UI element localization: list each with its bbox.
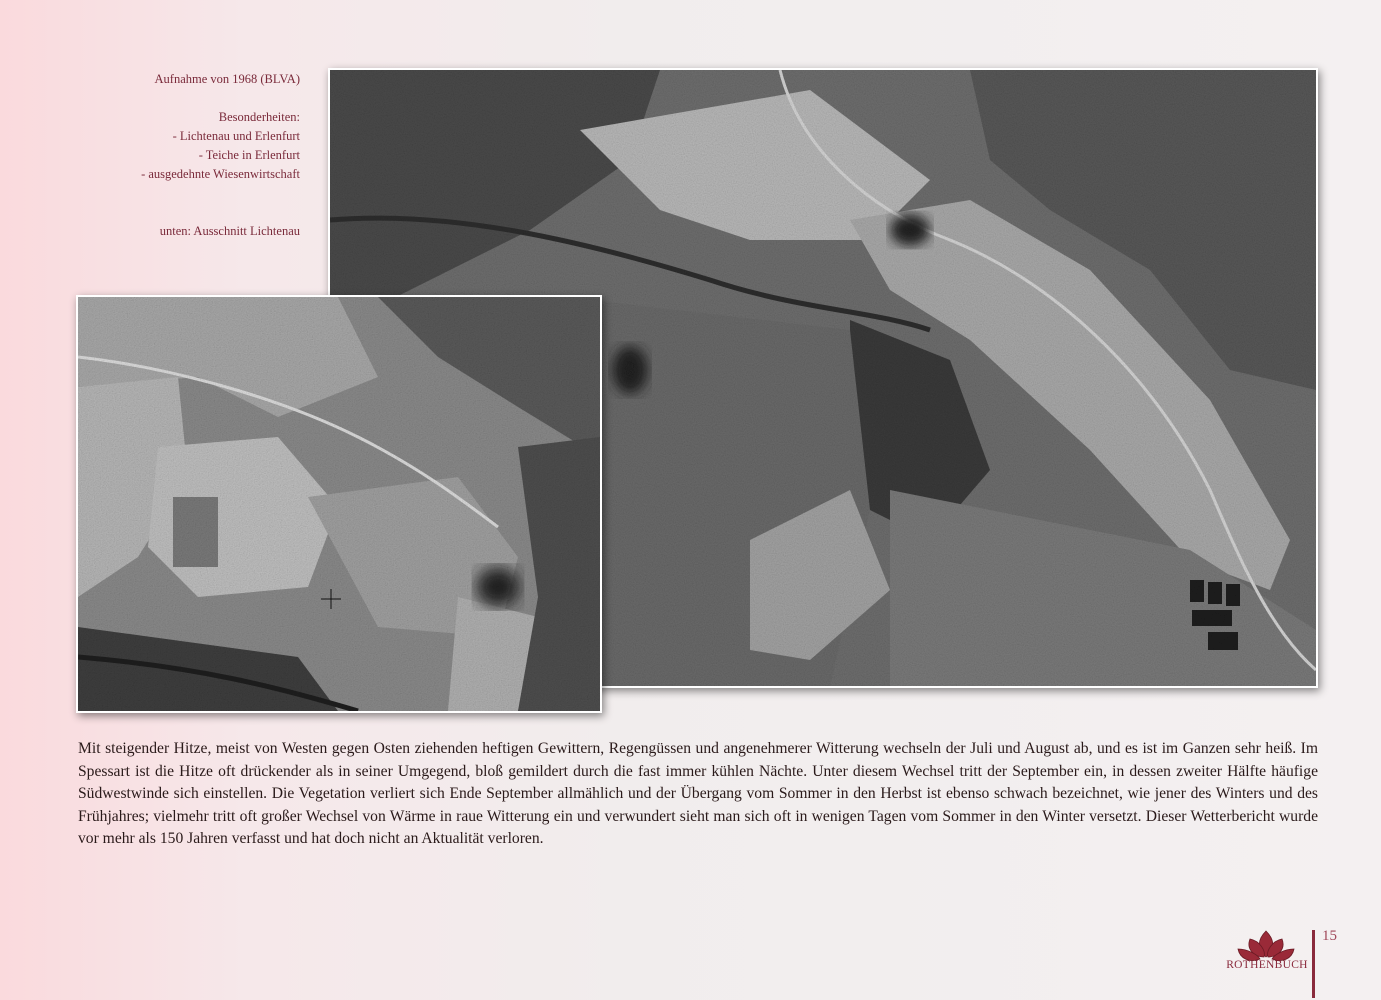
caption-item: - Lichtenau und Erlenfurt — [172, 129, 300, 143]
photo-caption — [80, 70, 300, 241]
rothenbuch-leaf-logo-icon — [1224, 925, 1308, 985]
page-number: 15 — [1322, 928, 1337, 944]
aerial-photo-detail-lichtenau — [76, 295, 602, 713]
caption-title: Aufnahme von 1968 (BLVA) — [154, 72, 300, 86]
caption-footer: unten: Ausschnitt Lichtenau — [159, 224, 300, 238]
body-paragraph: Mit steigender Hitze, meist von Westen gegen Osten ziehenden heftigen Gewittern, Regengüssen und angenehmerer Witterung wechseln der Juli und August ab, und es ist im Ganzen sehr heiß. Im Spessart ist die Hitze oft drückender als in seiner Umgegend, bloß gemildert durch die fast immer kühlen Nächte. Unter diesem Wechsel tritt der September ein, in dessen zweiter Hälfte häufige Südwestwinde sich einstellen. Die Vegetation verliert sich Ende September allmählich und der Übergang vom Sommer in den Herbst ist ebenso schwach bezeichnet, wie jener des Winters und des Frühjahres; vielmehr tritt oft großer Wechsel von Wärme in raue Witterung ein und verwundert sieht man sich oft in wenigen Tagen vom Sommer in den Winter versetzt. Dieser Wetterbericht wurde vor mehr als 150 Jahren verfasst und hat doch nicht an Aktualität verloren. — [78, 740, 1318, 847]
caption-heading: Besonderheiten: — [218, 110, 300, 124]
caption-item: - ausgedehnte Wiesenwirtschaft — [141, 167, 300, 181]
caption-item: - Teiche in Erlenfurt — [198, 148, 300, 162]
logo-wordmark: ROTHENBUCH — [1226, 959, 1308, 971]
page-number-divider — [1312, 930, 1315, 998]
